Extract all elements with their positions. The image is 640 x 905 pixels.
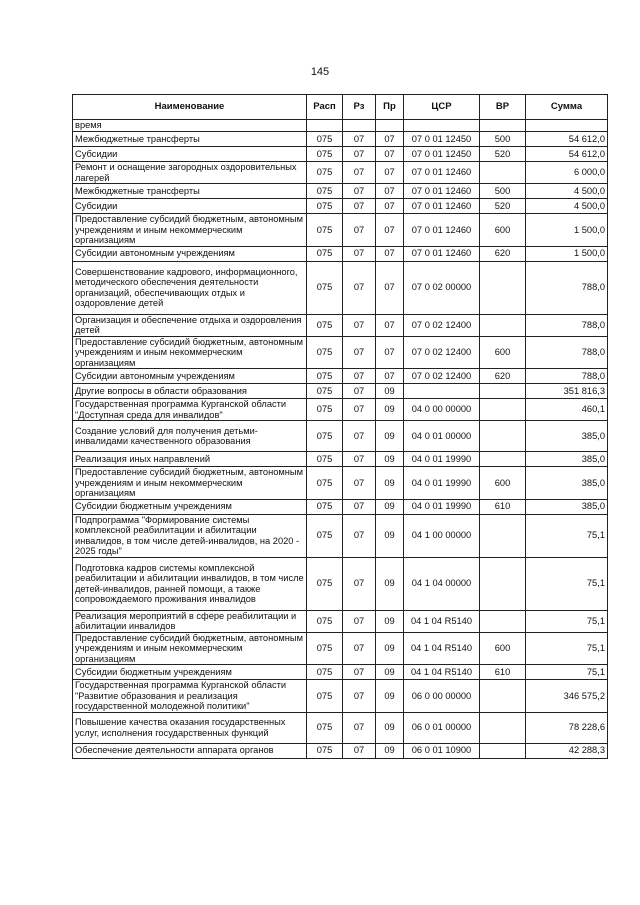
table-cell-pr: 07 [376, 132, 404, 147]
table-cell-pr: 09 [376, 467, 404, 500]
table-cell-sum: 351 816,3 [526, 384, 608, 399]
table-row [73, 399, 608, 421]
table-cell-sum: 75,1 [526, 557, 608, 610]
table-cell-rz: 07 [343, 743, 376, 758]
table-cell-vr: 610 [480, 499, 526, 514]
table-cell-vr [480, 384, 526, 399]
table-cell-sum: 6 000,0 [526, 162, 608, 184]
table-cell-rasp: 075 [307, 680, 343, 713]
table-cell-sum: 385,0 [526, 421, 608, 452]
table-cell-pr: 09 [376, 452, 404, 467]
table-row [73, 184, 608, 199]
table-cell-csr: 07 0 01 12460 [404, 199, 480, 214]
table-cell-rasp: 075 [307, 147, 343, 162]
table-cell-vr: 500 [480, 132, 526, 147]
table-cell-vr [480, 314, 526, 336]
table-row [73, 514, 608, 557]
table-cell-rasp: 075 [307, 421, 343, 452]
column-header-name: Наименование [73, 95, 307, 120]
table-row [73, 314, 608, 336]
table-cell-rz: 07 [343, 369, 376, 384]
column-header-vr: ВР [480, 95, 526, 120]
table-cell-pr: 07 [376, 261, 404, 314]
table-cell-rz: 07 [343, 452, 376, 467]
table-row [73, 665, 608, 680]
table-cell-sum: 385,0 [526, 452, 608, 467]
table-cell-csr: 07 0 01 12460 [404, 162, 480, 184]
table-cell-name: Субсидии бюджетным учреждениям [73, 665, 307, 680]
table-cell-csr: 04 1 04 00000 [404, 557, 480, 610]
table-body [73, 120, 608, 759]
table-cell-rasp: 075 [307, 665, 343, 680]
table-cell-name: время [73, 120, 307, 132]
table-row [73, 384, 608, 399]
table-cell-vr: 500 [480, 184, 526, 199]
table-cell-name: Реализация иных направлений [73, 452, 307, 467]
table-row [73, 246, 608, 261]
table-cell-csr: 06 0 00 00000 [404, 680, 480, 713]
table-cell-rz: 07 [343, 514, 376, 557]
table-cell-csr: 07 0 01 12450 [404, 147, 480, 162]
table-row [73, 261, 608, 314]
table-cell-pr: 09 [376, 399, 404, 421]
table-cell-rz: 07 [343, 261, 376, 314]
table-cell-name: Другие вопросы в области образования [73, 384, 307, 399]
table-cell-vr [480, 162, 526, 184]
table-cell-rasp: 075 [307, 336, 343, 369]
table-cell-rz: 07 [343, 712, 376, 743]
table-cell-name: Субсидии автономным учреждениям [73, 369, 307, 384]
table-row [73, 120, 608, 132]
table-cell-pr: 07 [376, 214, 404, 247]
table-row [73, 199, 608, 214]
table-cell-sum: 1 500,0 [526, 214, 608, 247]
table-cell-sum: 1 500,0 [526, 246, 608, 261]
table-cell-rasp: 075 [307, 369, 343, 384]
table-cell-csr: 07 0 01 12450 [404, 132, 480, 147]
column-header-pr: Пр [376, 95, 404, 120]
table-cell-pr: 09 [376, 384, 404, 399]
table-cell-rasp: 075 [307, 610, 343, 632]
table-cell-name: Предоставление субсидий бюджетным, автономным учреждениям и иным некоммерческим организациям [73, 467, 307, 500]
table-cell-csr: 07 0 02 12400 [404, 314, 480, 336]
table-cell-csr: 04 0 01 19990 [404, 499, 480, 514]
table-cell-vr [480, 610, 526, 632]
table-cell-pr: 09 [376, 514, 404, 557]
table-cell-vr [480, 452, 526, 467]
table-cell-rz: 07 [343, 499, 376, 514]
table-cell-csr: 07 0 02 00000 [404, 261, 480, 314]
table-cell-rasp: 075 [307, 261, 343, 314]
table-cell-rz: 07 [343, 467, 376, 500]
table-cell-pr: 07 [376, 336, 404, 369]
table-cell-name: Подготовка кадров системы комплексной реабилитации и абилитации инвалидов, в том числе детей-инвалидов, ранней помощи, а также сопровождаемого проживания инвалидов [73, 557, 307, 610]
table-row [73, 147, 608, 162]
table-cell-rz: 07 [343, 132, 376, 147]
table-cell-csr: 07 0 01 12460 [404, 246, 480, 261]
table-cell-csr: 04 1 04 R5140 [404, 665, 480, 680]
table-cell-csr [404, 384, 480, 399]
table-cell-name: Межбюджетные трансферты [73, 132, 307, 147]
table-cell-pr: 09 [376, 421, 404, 452]
table-cell-rz: 07 [343, 162, 376, 184]
table-cell-rz [343, 120, 376, 132]
table-cell-pr: 09 [376, 557, 404, 610]
table-cell-rasp: 075 [307, 712, 343, 743]
table-cell-csr: 04 1 04 R5140 [404, 632, 480, 665]
table-row [73, 712, 608, 743]
table-cell-sum: 78 228,6 [526, 712, 608, 743]
table-cell-pr: 07 [376, 314, 404, 336]
table-cell-name: Ремонт и оснащение загородных оздоровительных лагерей [73, 162, 307, 184]
table-cell-rasp: 075 [307, 743, 343, 758]
table-cell-name: Предоставление субсидий бюджетным, автономным учреждениям и иным некоммерческим организациям [73, 632, 307, 665]
table-cell-rz: 07 [343, 246, 376, 261]
table-cell-vr: 600 [480, 214, 526, 247]
table-cell-name: Обеспечение деятельности аппарата органов [73, 743, 307, 758]
table-cell-csr: 04 0 01 19990 [404, 452, 480, 467]
table-cell-pr: 07 [376, 184, 404, 199]
table-cell-rasp: 075 [307, 467, 343, 500]
table-cell-csr: 04 1 00 00000 [404, 514, 480, 557]
table-cell-rz: 07 [343, 610, 376, 632]
table-cell-name: Организация и обеспечение отдыха и оздоровления детей [73, 314, 307, 336]
table-cell-sum: 788,0 [526, 314, 608, 336]
table-cell-vr [480, 514, 526, 557]
table-cell-sum: 54 612,0 [526, 147, 608, 162]
table-row [73, 632, 608, 665]
table-row [73, 499, 608, 514]
table-cell-sum: 75,1 [526, 514, 608, 557]
table-cell-sum: 385,0 [526, 467, 608, 500]
table-cell-vr [480, 680, 526, 713]
table-cell-rasp: 075 [307, 162, 343, 184]
table-row [73, 214, 608, 247]
table-cell-rz: 07 [343, 199, 376, 214]
table-cell-name: Предоставление субсидий бюджетным, автономным учреждениям и иным некоммерческим организациям [73, 336, 307, 369]
table-row [73, 369, 608, 384]
table-row [73, 452, 608, 467]
table-row [73, 132, 608, 147]
table-cell-name: Субсидии бюджетным учреждениям [73, 499, 307, 514]
budget-table [72, 94, 608, 759]
table-row [73, 421, 608, 452]
table-cell-vr: 620 [480, 246, 526, 261]
table-cell-csr: 04 0 01 19990 [404, 467, 480, 500]
table-cell-rz: 07 [343, 336, 376, 369]
table-cell-sum: 42 288,3 [526, 743, 608, 758]
table-cell-pr: 09 [376, 680, 404, 713]
table-cell-pr: 07 [376, 246, 404, 261]
table-cell-sum: 460,1 [526, 399, 608, 421]
table-cell-vr [480, 120, 526, 132]
table-cell-vr: 520 [480, 147, 526, 162]
table-cell-sum: 54 612,0 [526, 132, 608, 147]
table-cell-name: Субсидии автономным учреждениям [73, 246, 307, 261]
table-cell-csr: 07 0 01 12460 [404, 184, 480, 199]
table-cell-sum [526, 120, 608, 132]
table-cell-sum: 75,1 [526, 610, 608, 632]
table-cell-rz: 07 [343, 665, 376, 680]
table-cell-vr [480, 421, 526, 452]
table-cell-sum: 385,0 [526, 499, 608, 514]
table-row [73, 743, 608, 758]
table-cell-sum: 75,1 [526, 665, 608, 680]
table-cell-rasp: 075 [307, 384, 343, 399]
table-cell-sum: 788,0 [526, 369, 608, 384]
table-cell-vr: 600 [480, 336, 526, 369]
table-cell-sum: 4 500,0 [526, 184, 608, 199]
table-cell-vr: 600 [480, 467, 526, 500]
table-cell-pr: 07 [376, 199, 404, 214]
table-cell-rasp: 075 [307, 557, 343, 610]
table-cell-pr [376, 120, 404, 132]
table-cell-rasp: 075 [307, 452, 343, 467]
table-row [73, 610, 608, 632]
table-cell-csr [404, 120, 480, 132]
table-cell-rz: 07 [343, 399, 376, 421]
table-cell-vr [480, 743, 526, 758]
table-cell-rasp: 075 [307, 246, 343, 261]
table-cell-rasp [307, 120, 343, 132]
table-cell-csr: 04 0 01 00000 [404, 421, 480, 452]
table-cell-sum: 4 500,0 [526, 199, 608, 214]
table-cell-vr: 620 [480, 369, 526, 384]
table-cell-pr: 09 [376, 632, 404, 665]
table-cell-sum: 346 575,2 [526, 680, 608, 713]
table-cell-vr [480, 399, 526, 421]
table-cell-name: Субсидии [73, 199, 307, 214]
table-cell-vr [480, 557, 526, 610]
table-cell-rz: 07 [343, 384, 376, 399]
table-cell-name: Совершенствование кадрового, информационного, методического обеспечения деятельности организаций, обеспечивающих отдых и оздоровление детей [73, 261, 307, 314]
table-cell-csr: 06 0 01 00000 [404, 712, 480, 743]
table-cell-sum: 788,0 [526, 336, 608, 369]
table-row [73, 336, 608, 369]
table-cell-csr: 07 0 02 12400 [404, 336, 480, 369]
table-cell-pr: 09 [376, 499, 404, 514]
column-header-rasp: Расп [307, 95, 343, 120]
table-cell-name: Межбюджетные трансферты [73, 184, 307, 199]
table-cell-rasp: 075 [307, 132, 343, 147]
table-cell-rz: 07 [343, 314, 376, 336]
table-cell-rasp: 075 [307, 184, 343, 199]
table-cell-pr: 07 [376, 369, 404, 384]
table-cell-vr: 520 [480, 199, 526, 214]
column-header-sum: Сумма [526, 95, 608, 120]
table-cell-rasp: 075 [307, 199, 343, 214]
table-cell-pr: 09 [376, 712, 404, 743]
table-cell-rasp: 075 [307, 314, 343, 336]
column-header-csr: ЦСР [404, 95, 480, 120]
table-cell-csr: 06 0 01 10900 [404, 743, 480, 758]
table-cell-name: Предоставление субсидий бюджетным, автономным учреждениям и иным некоммерческим организациям [73, 214, 307, 247]
table-cell-vr: 600 [480, 632, 526, 665]
table-row [73, 162, 608, 184]
table-cell-name: Подпрограмма "Формирование системы комплексной реабилитации и абилитации инвалидов, в том числе детей-инвалидов, на 2020 - 2025 годы" [73, 514, 307, 557]
table-cell-name: Реализация мероприятий в сфере реабилитации и абилитации инвалидов [73, 610, 307, 632]
table-cell-name: Создание условий для получения детьми-инвалидами качественного образования [73, 421, 307, 452]
table-cell-rasp: 075 [307, 499, 343, 514]
table-cell-csr: 04 1 04 R5140 [404, 610, 480, 632]
table-row [73, 467, 608, 500]
table-cell-vr [480, 712, 526, 743]
table-cell-rasp: 075 [307, 214, 343, 247]
table-cell-rasp: 075 [307, 632, 343, 665]
table-cell-rz: 07 [343, 680, 376, 713]
table-cell-pr: 09 [376, 610, 404, 632]
table-row [73, 680, 608, 713]
table-cell-sum: 75,1 [526, 632, 608, 665]
column-header-rz: Рз [343, 95, 376, 120]
table-cell-name: Государственная программа Курганской области "Развитие образования и реализация государственной молодежной политики" [73, 680, 307, 713]
table-cell-csr: 07 0 02 12400 [404, 369, 480, 384]
table-cell-rz: 07 [343, 557, 376, 610]
table-cell-pr: 09 [376, 665, 404, 680]
table-cell-csr: 07 0 01 12460 [404, 214, 480, 247]
table-cell-pr: 07 [376, 162, 404, 184]
table-cell-rz: 07 [343, 421, 376, 452]
table-cell-pr: 07 [376, 147, 404, 162]
table-cell-pr: 09 [376, 743, 404, 758]
table-cell-name: Государственная программа Курганской области "Доступная среда для инвалидов" [73, 399, 307, 421]
table-cell-name: Субсидии [73, 147, 307, 162]
table-cell-rasp: 075 [307, 514, 343, 557]
table-header-row [73, 95, 608, 120]
table-cell-name: Повышение качества оказания государственных услуг, исполнения государственных функций [73, 712, 307, 743]
table-row [73, 557, 608, 610]
table-cell-vr: 610 [480, 665, 526, 680]
table-cell-rz: 07 [343, 184, 376, 199]
table-cell-rasp: 075 [307, 399, 343, 421]
table-cell-csr: 04 0 00 00000 [404, 399, 480, 421]
table-cell-rz: 07 [343, 147, 376, 162]
page-number: 145 [310, 66, 330, 78]
table-cell-vr [480, 261, 526, 314]
table-cell-rz: 07 [343, 214, 376, 247]
table-cell-rz: 07 [343, 632, 376, 665]
table-cell-sum: 788,0 [526, 261, 608, 314]
